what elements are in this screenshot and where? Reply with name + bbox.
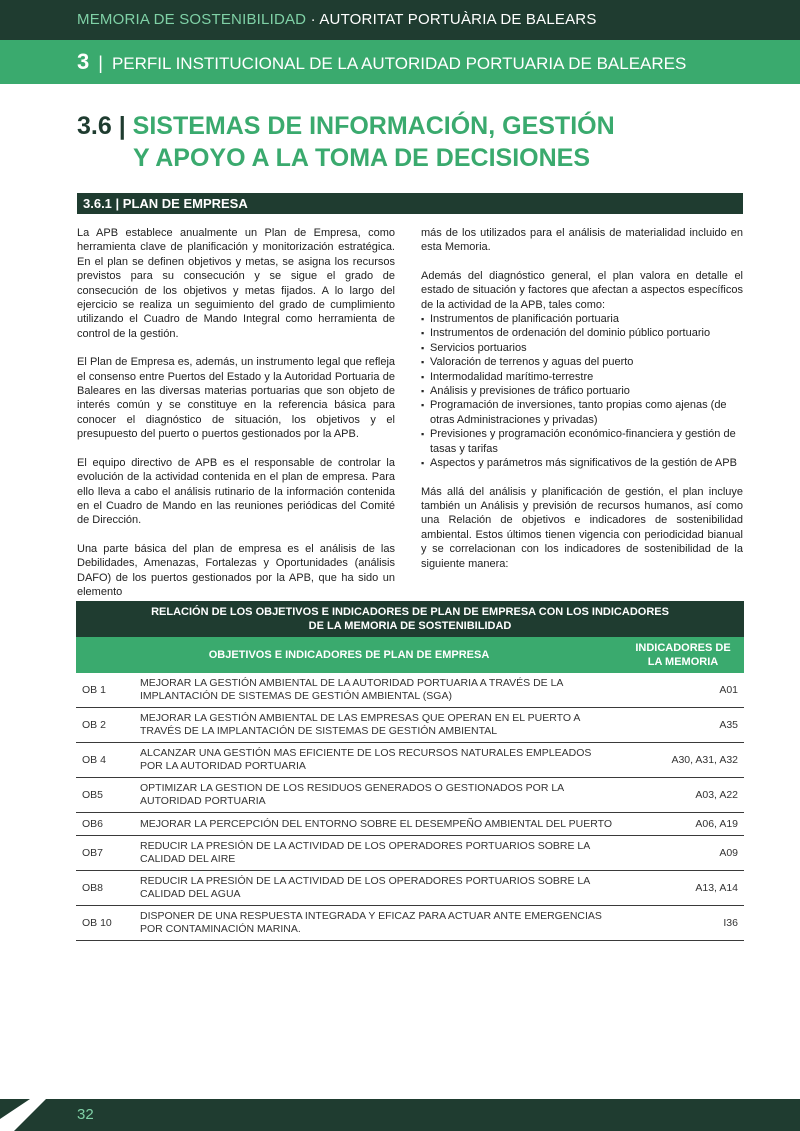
table-title-line-1: RELACIÓN DE LOS OBJETIVOS E INDICADORES DE PLAN DE EMPRESA CON LOS INDICADORES — [151, 606, 669, 618]
subsection-heading: 3.6.1 | PLAN DE EMPRESA — [77, 193, 743, 214]
paragraph: más de los utilizados para el análisis de materialidad incluido en esta Memoria. — [421, 227, 743, 254]
list-item: ▪ Análisis y previsiones de tráfico portuario — [421, 384, 743, 398]
table-row — [76, 673, 744, 708]
paragraph: El equipo directivo de APB es el responsable de controlar la evolución de la actividad contenida en el plan de empresa. Para ello lleva a cabo el análisis rutinario de la información contenida en el Cuadro de Mando en las reuniones periódicas del Comité de Dirección. — [77, 456, 395, 527]
indicator-codes: A13, A14 — [622, 871, 744, 906]
table-row — [76, 813, 744, 836]
indicator-codes: A09 — [622, 836, 744, 871]
indicator-codes: A30, A31, A32 — [622, 743, 744, 778]
left-column — [77, 226, 395, 613]
page-footer — [0, 1099, 800, 1131]
table-row — [76, 708, 744, 743]
objective-text: OPTIMIZAR LA GESTION DE LOS RESIDUOS GENERADOS O GESTIONADOS POR LA AUTORIDAD PORTUARIA — [134, 778, 622, 813]
indicator-codes: A03, A22 — [622, 778, 744, 813]
table-row — [76, 906, 744, 941]
paragraph: Una parte básica del plan de empresa es el análisis de las Debilidades, Amenazas, Fortalezas y Oportunidades (análisis DAFO) de los puertos gestionados por la APB, que ha sido un elemento — [77, 542, 395, 598]
section-title: PERFIL INSTITUCIONAL DE LA AUTORIDAD PORTUARIA DE BALEARES — [111, 54, 687, 73]
objective-id: OB 1 — [76, 673, 134, 708]
objective-text: MEJORAR LA PERCEPCIÓN DEL ENTORNO SOBRE EL DESEMPEÑO AMBIENTAL DEL PUERTO — [134, 813, 622, 836]
section-number: 3 — [77, 49, 90, 74]
paragraph: Además del diagnóstico general, el plan valora en detalle el estado de situación y factores que afectan a aspectos específicos de la actividad de la APB, tales como: — [421, 269, 743, 311]
publication-title: MEMORIA DE SOSTENIBILIDAD — [77, 11, 307, 28]
objective-id: OB 4 — [76, 743, 134, 778]
chapter-title-line-1: SISTEMAS DE INFORMACIÓN, GESTIÓN — [132, 112, 615, 140]
objective-id: OB7 — [76, 836, 134, 871]
table-row — [76, 743, 744, 778]
column-header-indicators-line-2: LA MEMORIA — [647, 656, 719, 668]
column-header-indicators — [622, 637, 744, 673]
objective-id: OB6 — [76, 813, 134, 836]
paragraph: La APB establece anualmente un Plan de Empresa, como herramienta clave de planificación y monitorización estratégica. En el plan se definen objetivos y metas, se asigna los recursos previstos para su consecución y se sigue el grado de consecución de los objetivos y metas fijados. A lo largo del ejercicio se realiza un seguimiento del grado de cumplimiento utilizando el Cuadro de Mando Integral como herramienta de control de la gestión. — [77, 227, 395, 340]
list-item: ▪ Aspectos y parámetros más significativos de la gestión de APB — [421, 456, 743, 470]
chapter-title-line-2: Y APOYO A LA TOMA DE DECISIONES — [133, 144, 591, 172]
page-number: 32 — [77, 1106, 94, 1123]
table-title-line-2: DE LA MEMORIA DE SOSTENIBILIDAD — [308, 620, 512, 632]
organization-name: AUTORITAT PORTUÀRIA DE BALEARS — [319, 11, 597, 28]
footer-stripe-decoration — [0, 1099, 70, 1131]
indicator-codes: A06, A19 — [622, 813, 744, 836]
indicator-codes: A01 — [622, 673, 744, 708]
list-item: ▪ Intermodalidad marítimo-terrestre — [421, 370, 743, 384]
objective-text: REDUCIR LA PRESIÓN DE LA ACTIVIDAD DE LOS OPERADORES PORTUARIOS SOBRE LA CALIDAD DEL AGUA — [134, 871, 622, 906]
bullet-list — [421, 312, 743, 470]
objective-text: MEJORAR LA GESTIÓN AMBIENTAL DE LA AUTORIDAD PORTUARIA A TRAVÉS DE LA IMPLANTACIÓN DE SISTEMAS DE GESTIÓN AMBIENTAL (SGA) — [134, 673, 622, 708]
right-column — [421, 226, 743, 585]
list-item: ▪ Previsiones y programación económico-financiera y gestión de tasas y tarifas — [421, 427, 743, 456]
objective-id: OB 10 — [76, 906, 134, 941]
table-row — [76, 778, 744, 813]
list-item: ▪ Instrumentos de ordenación del dominio público portuario — [421, 326, 743, 340]
table-row — [76, 836, 744, 871]
table-title — [76, 601, 744, 637]
objectives-indicators-table — [76, 601, 744, 941]
objective-id: OB5 — [76, 778, 134, 813]
chapter-separator: | — [118, 112, 126, 140]
table-row — [76, 871, 744, 906]
list-item: ▪ Valoración de terrenos y aguas del puerto — [421, 355, 743, 369]
column-header-indicators-line-1: INDICADORES DE — [635, 642, 731, 654]
list-item: ▪ Servicios portuarios — [421, 341, 743, 355]
paragraph: Más allá del análisis y planificación de gestión, el plan incluye también un Análisis y previsión de recursos humanos, así como una Relación de objetivos e indicadores de sostenibilidad ambiental. Estos últimos tienen vigencia con periodicidad bianual y se correlacionan con los indicadores de sostenibilidad de la siguiente manera: — [421, 485, 743, 570]
indicator-codes: I36 — [622, 906, 744, 941]
list-item: ▪ Instrumentos de planificación portuaria — [421, 312, 743, 326]
objective-id: OB8 — [76, 871, 134, 906]
chapter-number: 3.6 — [77, 112, 112, 140]
paragraph: El Plan de Empresa es, además, un instrumento legal que refleja el consenso entre Puertos del Estado y la Autoridad Portuaria de Baleares en las diversas materias portuarias que son objeto de interés común y se constituye en la referencia básica para conocer el diagnóstico de situación, los objetivos y el presupuesto del puerto o puertos gestionados por la APB. — [77, 356, 395, 441]
objective-text: MEJORAR LA GESTIÓN AMBIENTAL DE LAS EMPRESAS QUE OPERAN EN EL PUERTO A TRAVÉS DE LA IMPLANTACIÓN DE SISTEMAS DE GESTIÓN AMBIENTAL — [134, 708, 622, 743]
objective-text: DISPONER DE UNA RESPUESTA INTEGRADA Y EFICAZ PARA ACTUAR ANTE EMERGENCIAS POR CONTAMINACIÓN MARINA. — [134, 906, 622, 941]
section-bar — [0, 40, 800, 84]
header-separator: · — [310, 11, 316, 28]
objective-id: OB 2 — [76, 708, 134, 743]
section-separator: | — [98, 53, 103, 73]
objective-text: REDUCIR LA PRESIÓN DE LA ACTIVIDAD DE LOS OPERADORES PORTUARIOS SOBRE LA CALIDAD DEL AIRE — [134, 836, 622, 871]
list-item: ▪ Programación de inversiones, tanto propias como ajenas (de otras Administraciones y privadas) — [421, 398, 743, 427]
chapter-title — [77, 110, 737, 174]
objective-text: ALCANZAR UNA GESTIÓN MAS EFICIENTE DE LOS RECURSOS NATURALES EMPLEADOS POR LA AUTORIDAD PORTUARIA — [134, 743, 622, 778]
indicator-codes: A35 — [622, 708, 744, 743]
column-header-objectives: OBJETIVOS E INDICADORES DE PLAN DE EMPRESA — [76, 637, 622, 673]
running-header — [0, 0, 800, 40]
